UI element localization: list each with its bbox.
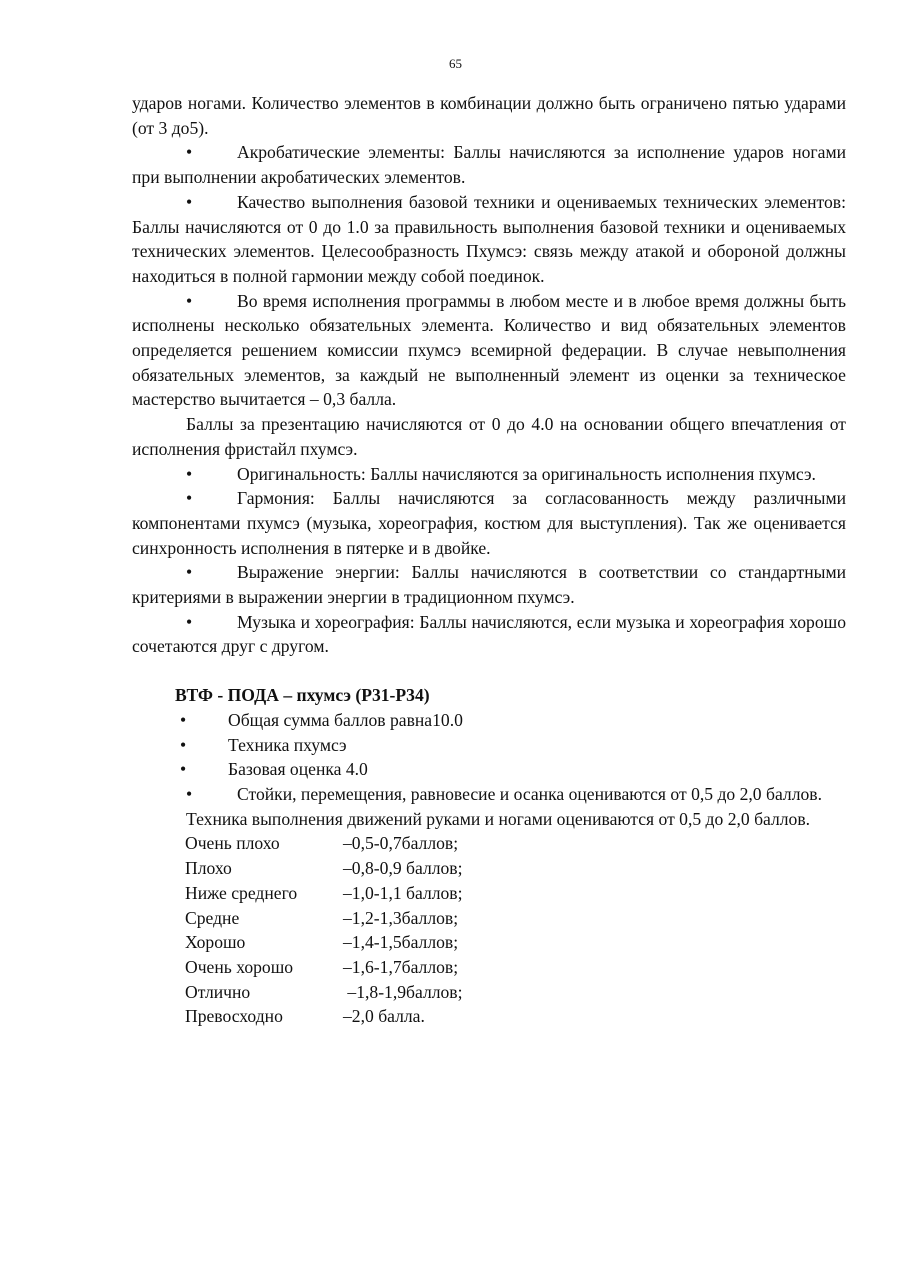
scale-value: –1,4-1,5баллов;: [343, 932, 459, 953]
scale-row: [132, 856, 846, 881]
paragraph-technique: Техника выполнения движений руками и ногами оцениваются от 0,5 до 2,0 баллов.: [186, 808, 811, 829]
paragraph-presentation: Баллы за презентацию начисляются от 0 до 4.0 на основании общего впечатления от исполнения фристайл пхумсэ.: [132, 414, 846, 459]
list-item: • Общая сумма баллов равна10.0: [132, 708, 846, 733]
bullet-icon: •: [180, 734, 187, 755]
bullet-paragraph-energy: • Выражение энергии: Баллы начисляются в соответствии со стандартными критериями в выражении энергии в традиционном пхумсэ.: [132, 562, 846, 608]
scale-value: –1,2-1,3баллов;: [343, 907, 459, 928]
scale-value: –2,0 балла.: [343, 1006, 425, 1027]
document-body: [132, 91, 846, 1029]
scale-value: –0,8-0,9 баллов;: [343, 858, 463, 879]
scale-label: Средне: [185, 907, 240, 928]
scale-value: –1,0-1,1 баллов;: [343, 882, 463, 903]
bullet-paragraph-originality: • Оригинальность: Баллы начисляются за оригинальность исполнения пхумсэ.: [132, 462, 846, 487]
scale-label: Отлично: [185, 981, 251, 1002]
scale-row: [132, 980, 846, 1005]
scale-value: –1,8-1,9баллов;: [343, 981, 463, 1002]
bullet-icon: •: [186, 463, 193, 484]
bullet-icon: •: [180, 709, 187, 730]
bullet-icon: •: [186, 142, 193, 163]
bullet-icon: •: [186, 488, 193, 509]
paragraph-continuation: ударов ногами. Количество элементов в комбинации должно быть ограничено пятью ударами (от 3 до5).: [132, 93, 846, 138]
bullet-paragraph-acrobatics: • Акробатические элементы: Баллы начисляются за исполнение ударов ногами при выполнении акробатических элементов.: [132, 142, 846, 188]
section-spacer: [132, 659, 846, 683]
scale-label: Очень хорошо: [185, 956, 294, 977]
scale-row: [132, 955, 846, 980]
scale-row: [132, 1004, 846, 1029]
scale-label: Хорошо: [185, 932, 246, 953]
page-number: 65: [449, 56, 462, 71]
scale-row: [132, 831, 846, 856]
scale-label: Ниже среднего: [185, 882, 298, 903]
list-item: • Базовая оценка 4.0: [132, 757, 846, 782]
scale-row: [132, 881, 846, 906]
scale-label: Превосходно: [185, 1006, 283, 1027]
bullet-icon: •: [186, 783, 193, 804]
section-heading: ВТФ - ПОДА – пхумсэ (Р31-Р34): [175, 685, 430, 706]
bullet-icon: •: [186, 611, 193, 632]
bullet-paragraph-music: • Музыка и хореография: Баллы начисляются, если музыка и хореография хорошо сочетаются друг с другом.: [132, 611, 846, 657]
scale-label: Плохо: [185, 858, 232, 879]
scale-value: –1,6-1,7баллов;: [343, 956, 459, 977]
bullet-icon: •: [180, 759, 187, 780]
list-item: • Техника пхумсэ: [132, 733, 846, 758]
bullet-icon: •: [186, 562, 193, 583]
scale-table: [132, 831, 846, 1029]
bullet-paragraph-mandatory-elements: • Во время исполнения программы в любом месте и в любое время должны быть исполнены несколько обязательных элемента. Количество и вид обязательных элементов определяется решением комиссии пхумсэ всемирной федерации. В случае невыполнения обязательных элементов, за каждый не выполненный элемент из оценки за техническое мастерство вычитается – 0,3 балла.: [132, 290, 846, 410]
scale-label: Очень плохо: [185, 833, 280, 854]
bullet-paragraph-stances: • Стойки, перемещения, равновесие и осанка оцениваются от 0,5 до 2,0 баллов.: [132, 782, 846, 807]
scale-row: [132, 930, 846, 955]
scale-value: –0,5-0,7баллов;: [343, 833, 459, 854]
bullet-paragraph-harmony: • Гармония: Баллы начисляются за согласованность между различными компонентами пхумсэ (музыка, хореография, костюм для выступления). Так же оценивается синхронность исполнения в пятерке и в двойке.: [132, 488, 846, 558]
bullet-icon: •: [186, 290, 193, 311]
bullet-icon: •: [186, 191, 193, 212]
scale-row: [132, 906, 846, 931]
bullet-paragraph-quality: • Качество выполнения базовой техники и оцениваемых технических элементов: Баллы начисляются от 0 до 1.0 за правильность выполнения базовой техники и оцениваемых технических элементов. Целесообразность Пхумсэ: связь между атакой и обороной должны находиться в полной гармонии между собой поединок.: [132, 191, 846, 286]
